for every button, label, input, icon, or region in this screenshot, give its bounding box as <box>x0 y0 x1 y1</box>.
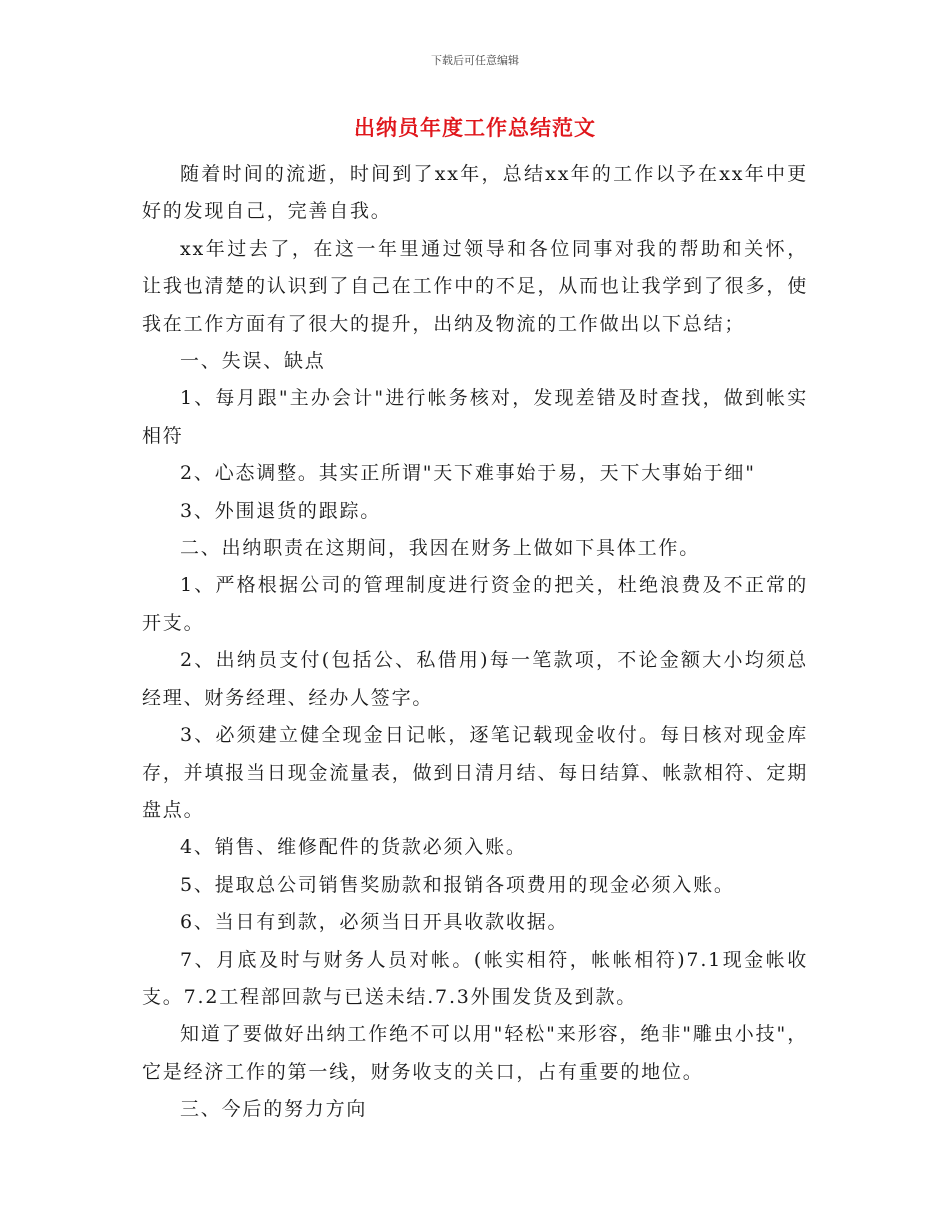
list-item: 1、每月跟"主办会计"进行帐务核对，发现差错及时查找，做到帐实相符 <box>142 387 808 447</box>
paragraph: 知道了要做好出纳工作绝不可以用"轻松"来形容，绝非"雕虫小技"，它是经济工作的第一线，财务收支的关口，占有重要的地位。 <box>142 1023 808 1083</box>
list-item: 3、外围退货的跟踪。 <box>180 499 382 522</box>
list-item: 3、必须建立健全现金日记帐，逐笔记载现金收付。每日核对现金库存，并填报当日现金流量表，做到日清月结、每日结算、帐款相符、定期盘点。 <box>142 724 808 821</box>
list-item: 1、严格根据公司的管理制度进行资金的把关，杜绝浪费及不正常的开支。 <box>142 574 808 634</box>
list-item: 6、当日有到款，必须当日开具收款收据。 <box>180 911 569 934</box>
paragraph: 随着时间的流逝，时间到了xx年，总结xx年的工作以予在xx年中更好的发现自己，完善自我。 <box>142 163 808 223</box>
list-item: 5、提取总公司销售奖励款和报销各项费用的现金必须入账。 <box>180 873 735 896</box>
section-heading: 三、今后的努力方向 <box>180 1098 368 1121</box>
list-item: 2、出纳员支付(包括公、私借用)每一笔款项，不论金额大小均须总经理、财务经理、经办人签字。 <box>142 649 808 709</box>
document-body <box>142 156 808 1129</box>
list-item: 2、心态调整。其实正所谓"天下难事始于易，天下大事始于细" <box>180 462 756 485</box>
section-heading: 一、失误、缺点 <box>180 350 326 373</box>
paragraph: xx年过去了，在这一年里通过领导和各位同事对我的帮助和关怀，让我也清楚的认识到了自己在工作中的不足，从而也让我学到了很多，使我在工作方面有了很大的提升，出纳及物流的工作做出以下总结； <box>142 237 808 335</box>
section-heading: 二、出纳职责在这期间，我因在财务上做如下具体工作。 <box>180 537 701 560</box>
list-item: 7、月底及时与财务人员对帐。(帐实相符，帐帐相符)7.1现金帐收支。7.2工程部回款与已送未结.7.3外围发货及到款。 <box>142 948 808 1008</box>
list-item: 4、销售、维修配件的货款必须入账。 <box>180 836 527 859</box>
document-title: 出纳员年度工作总结范文 <box>354 116 596 140</box>
header-note: 下载后可任意编辑 <box>431 54 519 67</box>
